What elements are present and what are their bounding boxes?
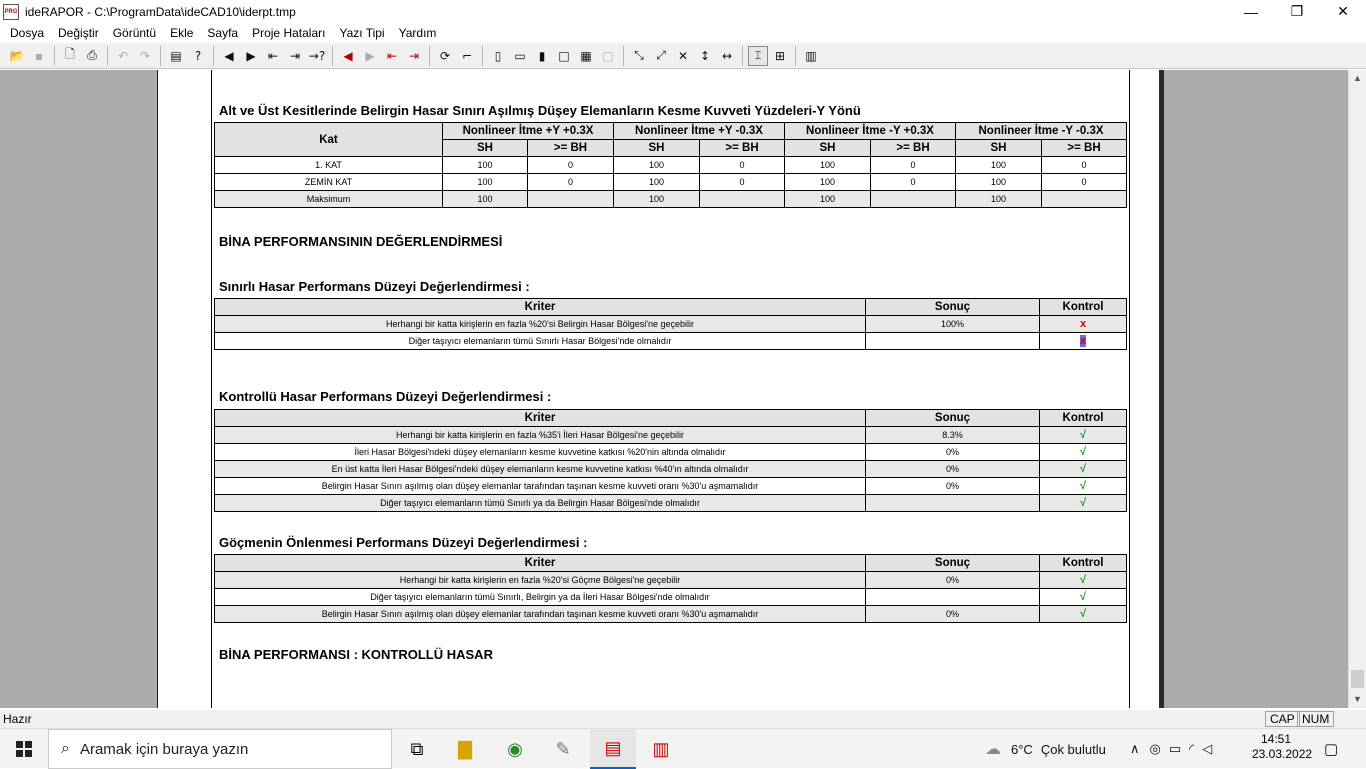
kriter-header: Kriter bbox=[215, 410, 866, 427]
kriter-cell: Diğer taşıyıcı elemanların tümü Sınırlı, Belirgin ya da İleri Hasar Bölgesi'nde olmalıdır bbox=[215, 589, 866, 606]
kriter-cell: Herhangi bir katta kirişlerin en fazla %20'si Belirgin Hasar Bölgesi'ne geçebilir bbox=[215, 316, 866, 333]
calc-icon[interactable]: ▥ bbox=[805, 48, 817, 63]
kriter-cell: Belirgin Hasar Sınırı aşılmış olan düşey elemanlar tarafından taşınan kesme kuvveti oranı %30'u aşmamalıdır bbox=[215, 478, 866, 495]
kontrol-cell bbox=[1040, 461, 1127, 478]
gocme-title: Göçmenin Önlenmesi Performans Düzeyi Değerlendirmesi : bbox=[219, 535, 588, 550]
menu-sayfa[interactable]: Sayfa bbox=[207, 26, 239, 40]
value-cell bbox=[528, 191, 614, 208]
kriter-cell: Diğer taşıyıcı elemanların tümü Sınırlı ya da Belirgin Hasar Bölgesi'nde olmalıdır bbox=[215, 495, 866, 512]
red-last-icon[interactable]: ⇥ bbox=[408, 48, 420, 63]
red-left-icon[interactable]: ◀ bbox=[343, 48, 353, 63]
zoom-1-icon[interactable]: ⤡ bbox=[634, 48, 644, 62]
arrow-left-icon[interactable]: ◀ bbox=[224, 48, 234, 63]
menu-goruntu[interactable]: Görüntü bbox=[112, 26, 157, 40]
table-row bbox=[215, 444, 1127, 461]
sonuc-cell bbox=[866, 589, 1040, 606]
kontrol-cell bbox=[1040, 572, 1127, 589]
kat-cell: ZEMİN KAT bbox=[215, 174, 443, 191]
table1-title: Alt ve Üst Kesitlerinde Belirgin Hasar Sınırı Aşılmış Düşey Elemanların Kesme Kuvveti Yüzdeleri-Y Yönü bbox=[219, 103, 861, 118]
fail-icon: x bbox=[1079, 318, 1087, 330]
value-cell bbox=[871, 191, 956, 208]
value-cell: 100 bbox=[614, 191, 700, 208]
menu-bar bbox=[0, 23, 1366, 43]
kriter-cell: Belirgin Hasar Sınırı aşılmış olan düşey elemanlar tarafından taşınan kesme kuvveti oranı %30'u aşmamalıdır bbox=[215, 606, 866, 623]
value-cell: 0 bbox=[871, 157, 956, 174]
scroll-up-icon[interactable]: ▲ bbox=[1353, 73, 1362, 83]
value-cell: 100 bbox=[956, 174, 1042, 191]
kriter-header: Kriter bbox=[215, 299, 866, 316]
gocme-table bbox=[214, 554, 1127, 623]
full-page-icon[interactable]: □ bbox=[558, 48, 570, 63]
status-text: Hazır bbox=[3, 712, 32, 726]
fail-icon: x bbox=[1079, 335, 1087, 347]
kriter-cell: Diğer taşıyıcı elemanların tümü Sınırlı Hasar Bölgesi'nde olmalıdır bbox=[215, 333, 866, 350]
table-row bbox=[215, 174, 1127, 191]
value-cell: 100 bbox=[443, 174, 528, 191]
app-icon[interactable]: PRG bbox=[3, 4, 19, 20]
value-cell: 100 bbox=[614, 157, 700, 174]
kat-cell: Maksimum bbox=[215, 191, 443, 208]
sonuc-cell: 0% bbox=[866, 461, 1040, 478]
notification-icon[interactable]: ▢ bbox=[1324, 741, 1339, 758]
menu-dosya[interactable]: Dosya bbox=[10, 26, 45, 40]
task-view-icon[interactable]: ⧉ bbox=[410, 738, 424, 759]
taskbar-search[interactable] bbox=[48, 729, 392, 769]
save-icon[interactable]: ▪ bbox=[34, 48, 44, 63]
kontrol-cell bbox=[1040, 333, 1127, 350]
value-cell: 0 bbox=[1042, 174, 1127, 191]
menu-ekle[interactable]: Ekle bbox=[170, 26, 194, 40]
kriter-cell: Herhangi bir katta kirişlerin en fazla %35'i İleri Hasar Bölgesi'ne geçebilir bbox=[215, 427, 866, 444]
page-setup-icon[interactable]: ▤ bbox=[170, 48, 182, 63]
arrow-right-icon[interactable]: ▶ bbox=[246, 48, 256, 63]
paint-icon[interactable]: ✎ bbox=[555, 738, 571, 759]
fit-width-icon[interactable]: ↔ bbox=[721, 48, 733, 63]
table1 bbox=[214, 122, 1127, 208]
table-row bbox=[215, 157, 1127, 174]
kontrollu-title: Kontrollü Hasar Performans Düzeyi Değerlendirmesi : bbox=[219, 389, 552, 404]
menu-proje-hatalari[interactable]: Proje Hataları bbox=[252, 26, 326, 40]
fit-height-icon[interactable]: ↕ bbox=[699, 48, 711, 63]
sonuc-header: Sonuç bbox=[866, 555, 1040, 572]
check-icon: √ bbox=[1079, 429, 1087, 441]
scroll-thumb[interactable] bbox=[1351, 670, 1364, 688]
sub-header: >= BH bbox=[700, 140, 785, 157]
search-icon: ⌕ bbox=[61, 740, 70, 757]
kriter-cell: İleri Hasar Bölgesi'ndeki düşey elemanların kesme kuvvetine katkısı %20'nin altında olmalıdır bbox=[215, 444, 866, 461]
meet-icon[interactable]: ◎ bbox=[1149, 741, 1161, 756]
value-cell: 0 bbox=[528, 174, 614, 191]
group-header: Nonlineer İtme +Y -0.3X bbox=[614, 123, 785, 140]
check-icon: √ bbox=[1079, 480, 1087, 492]
value-cell: 0 bbox=[871, 174, 956, 191]
start-button[interactable] bbox=[0, 729, 48, 769]
sonuc-cell: 100% bbox=[866, 316, 1040, 333]
table-row bbox=[215, 333, 1127, 350]
bina-heading: BİNA PERFORMANSININ DEĞERLENDİRMESİ bbox=[219, 234, 503, 249]
sonuc-cell: 0% bbox=[866, 572, 1040, 589]
kontrollu-table bbox=[214, 409, 1127, 512]
kontrol-cell bbox=[1040, 427, 1127, 444]
sub-header: >= BH bbox=[871, 140, 956, 157]
group-header: Nonlineer İtme +Y +0.3X bbox=[443, 123, 614, 140]
menu-yazi-tipi[interactable]: Yazı Tipi bbox=[339, 26, 385, 40]
value-cell bbox=[700, 191, 785, 208]
kriter-header: Kriter bbox=[215, 555, 866, 572]
sonuc-cell: 0% bbox=[866, 606, 1040, 623]
sonuc-cell: 8.3% bbox=[866, 427, 1040, 444]
check-icon: √ bbox=[1079, 497, 1087, 509]
report-page bbox=[158, 70, 1159, 708]
single-page-icon[interactable]: ▯ bbox=[494, 48, 502, 63]
file-explorer-icon[interactable]: ▇ bbox=[458, 738, 472, 759]
grid-icon[interactable]: ▦ bbox=[580, 48, 592, 63]
kat-cell: 1. KAT bbox=[215, 157, 443, 174]
sonuc-cell bbox=[866, 495, 1040, 512]
table-row bbox=[215, 191, 1127, 208]
battery-icon[interactable]: ▭ bbox=[1168, 741, 1182, 756]
value-cell: 100 bbox=[956, 157, 1042, 174]
value-cell: 0 bbox=[528, 157, 614, 174]
table-row bbox=[215, 427, 1127, 444]
check-icon: √ bbox=[1079, 574, 1087, 586]
kontrol-header: Kontrol bbox=[1040, 410, 1127, 427]
page-shadow bbox=[1159, 70, 1164, 708]
table-row bbox=[215, 461, 1127, 478]
taskbar bbox=[0, 728, 1366, 768]
print-icon[interactable]: ⎙ bbox=[87, 48, 97, 62]
value-cell: 0 bbox=[1042, 157, 1127, 174]
sonuc-cell: 0% bbox=[866, 444, 1040, 461]
table-row bbox=[215, 572, 1127, 589]
table-row bbox=[215, 478, 1127, 495]
weather[interactable] bbox=[985, 729, 1106, 769]
last-icon[interactable]: ⇥ bbox=[289, 48, 301, 63]
kriter-cell: En üst katta İleri Hasar Bölgesi'ndeki düşey elemanların kesme kuvvetine katkısı %40'ın altında olmalıdır bbox=[215, 461, 866, 478]
windows-icon bbox=[16, 741, 32, 757]
sinirli-title: Sınırlı Hasar Performans Düzeyi Değerlendirmesi : bbox=[219, 279, 530, 294]
weather-text: Çok bulutlu bbox=[1040, 741, 1106, 757]
table-row bbox=[215, 495, 1127, 512]
sonuc-header: Sonuç bbox=[866, 299, 1040, 316]
sonuc-cell bbox=[866, 333, 1040, 350]
zoom-3-icon[interactable]: ✕ bbox=[677, 48, 689, 63]
print-preview-icon[interactable]: 🗋 bbox=[65, 47, 75, 61]
open-folder-icon[interactable]: 📂 bbox=[9, 48, 25, 63]
kontrol-cell bbox=[1040, 478, 1127, 495]
kontrol-cell bbox=[1040, 495, 1127, 512]
check-icon: √ bbox=[1079, 446, 1087, 458]
volume-icon[interactable]: ◁ bbox=[1202, 741, 1213, 756]
sub-header: SH bbox=[614, 140, 700, 157]
value-cell bbox=[1042, 191, 1127, 208]
menu-degistir[interactable]: Değiştir bbox=[58, 26, 99, 40]
idecad-icon[interactable]: ▥ bbox=[652, 738, 670, 759]
search-placeholder: Aramak için buraya yazın bbox=[79, 740, 249, 758]
redo-icon[interactable]: ↷ bbox=[139, 48, 151, 63]
export-icon[interactable]: ⌐ bbox=[461, 48, 473, 63]
report-content bbox=[211, 70, 1130, 708]
table-row bbox=[215, 606, 1127, 623]
first-icon[interactable]: ⇤ bbox=[267, 48, 279, 63]
scroll-icon[interactable]: ▢ bbox=[602, 48, 614, 63]
chrome-icon[interactable]: ◉ bbox=[507, 738, 523, 759]
sub-header: SH bbox=[785, 140, 871, 157]
check-icon: √ bbox=[1079, 591, 1087, 603]
kontrol-cell bbox=[1040, 589, 1127, 606]
weather-temp: 6°C bbox=[1011, 741, 1033, 757]
kontrol-cell bbox=[1040, 316, 1127, 333]
value-cell: 100 bbox=[785, 174, 871, 191]
table-row bbox=[215, 589, 1127, 606]
layout-2-icon[interactable]: ⊞ bbox=[774, 48, 786, 63]
group-header: Nonlineer İtme -Y +0.3X bbox=[785, 123, 956, 140]
sonuc-cell: 0% bbox=[866, 478, 1040, 495]
sub-header: >= BH bbox=[1042, 140, 1127, 157]
kat-header: Kat bbox=[215, 123, 443, 157]
status-bar bbox=[0, 710, 1366, 728]
sonuc-header: Sonuç bbox=[866, 410, 1040, 427]
red-first-icon[interactable]: ⇤ bbox=[386, 48, 398, 63]
check-icon: √ bbox=[1079, 608, 1087, 620]
cap-indicator: CAP bbox=[1265, 711, 1300, 727]
menu-yardim[interactable]: Yardım bbox=[398, 26, 437, 40]
system-tray bbox=[1130, 729, 1212, 769]
clock[interactable] bbox=[1252, 732, 1313, 762]
table-row bbox=[215, 316, 1127, 333]
group-header: Nonlineer İtme -Y -0.3X bbox=[956, 123, 1127, 140]
window-title: ideRAPOR - C:\ProgramData\ideCAD10\iderpt.tmp bbox=[25, 4, 296, 19]
value-cell: 100 bbox=[614, 174, 700, 191]
goto-icon[interactable]: →? bbox=[308, 48, 326, 63]
num-indicator: NUM bbox=[1297, 711, 1334, 727]
minimize-button[interactable]: — bbox=[1244, 3, 1258, 20]
sub-header: SH bbox=[956, 140, 1042, 157]
close-button[interactable]: ✕ bbox=[1337, 3, 1349, 19]
sub-header: SH bbox=[443, 140, 528, 157]
vertical-scrollbar[interactable] bbox=[1348, 70, 1366, 708]
wifi-icon[interactable]: ◜ bbox=[1189, 741, 1195, 756]
layout-1-icon[interactable]: ⌶ bbox=[748, 46, 768, 66]
final-result: BİNA PERFORMANSI : KONTROLLÜ HASAR bbox=[219, 647, 493, 662]
kontrol-cell bbox=[1040, 606, 1127, 623]
kriter-cell: Herhangi bir katta kirişlerin en fazla %20'si Göçme Bölgesi'ne geçebilir bbox=[215, 572, 866, 589]
title-bar bbox=[0, 0, 1366, 23]
value-cell: 100 bbox=[956, 191, 1042, 208]
value-cell: 0 bbox=[700, 157, 785, 174]
check-icon: √ bbox=[1079, 463, 1087, 475]
kontrol-cell bbox=[1040, 444, 1127, 461]
clock-date: 23.03.2022 bbox=[1252, 747, 1313, 761]
undo-icon[interactable]: ↶ bbox=[117, 48, 129, 63]
kontrol-header: Kontrol bbox=[1040, 555, 1127, 572]
maximize-button[interactable]: ❐ bbox=[1290, 3, 1304, 19]
right-disabled-icon[interactable]: ▶ bbox=[365, 48, 375, 63]
chevron-up-icon[interactable]: ∧ bbox=[1130, 741, 1140, 756]
scroll-down-icon[interactable]: ▼ bbox=[1353, 694, 1362, 704]
value-cell: 0 bbox=[700, 174, 785, 191]
value-cell: 100 bbox=[785, 157, 871, 174]
zoom-2-icon[interactable]: ⤢ bbox=[656, 48, 666, 62]
refresh-icon[interactable]: ⟳ bbox=[439, 48, 451, 63]
kontrol-header: Kontrol bbox=[1040, 299, 1127, 316]
help-icon[interactable]: ? bbox=[194, 48, 202, 63]
clock-time: 14:51 bbox=[1260, 732, 1292, 746]
two-page-icon[interactable]: ▭ bbox=[514, 48, 526, 63]
toolbar bbox=[0, 43, 1366, 69]
page-width-icon[interactable]: ▮ bbox=[538, 48, 546, 63]
value-cell: 100 bbox=[785, 191, 871, 208]
value-cell: 100 bbox=[443, 157, 528, 174]
cloud-icon: ☁ bbox=[985, 741, 1001, 758]
sinirli-table bbox=[214, 298, 1127, 350]
value-cell: 100 bbox=[443, 191, 528, 208]
sub-header: >= BH bbox=[528, 140, 614, 157]
iderapor-taskbar-icon[interactable]: ▤ bbox=[590, 729, 636, 769]
